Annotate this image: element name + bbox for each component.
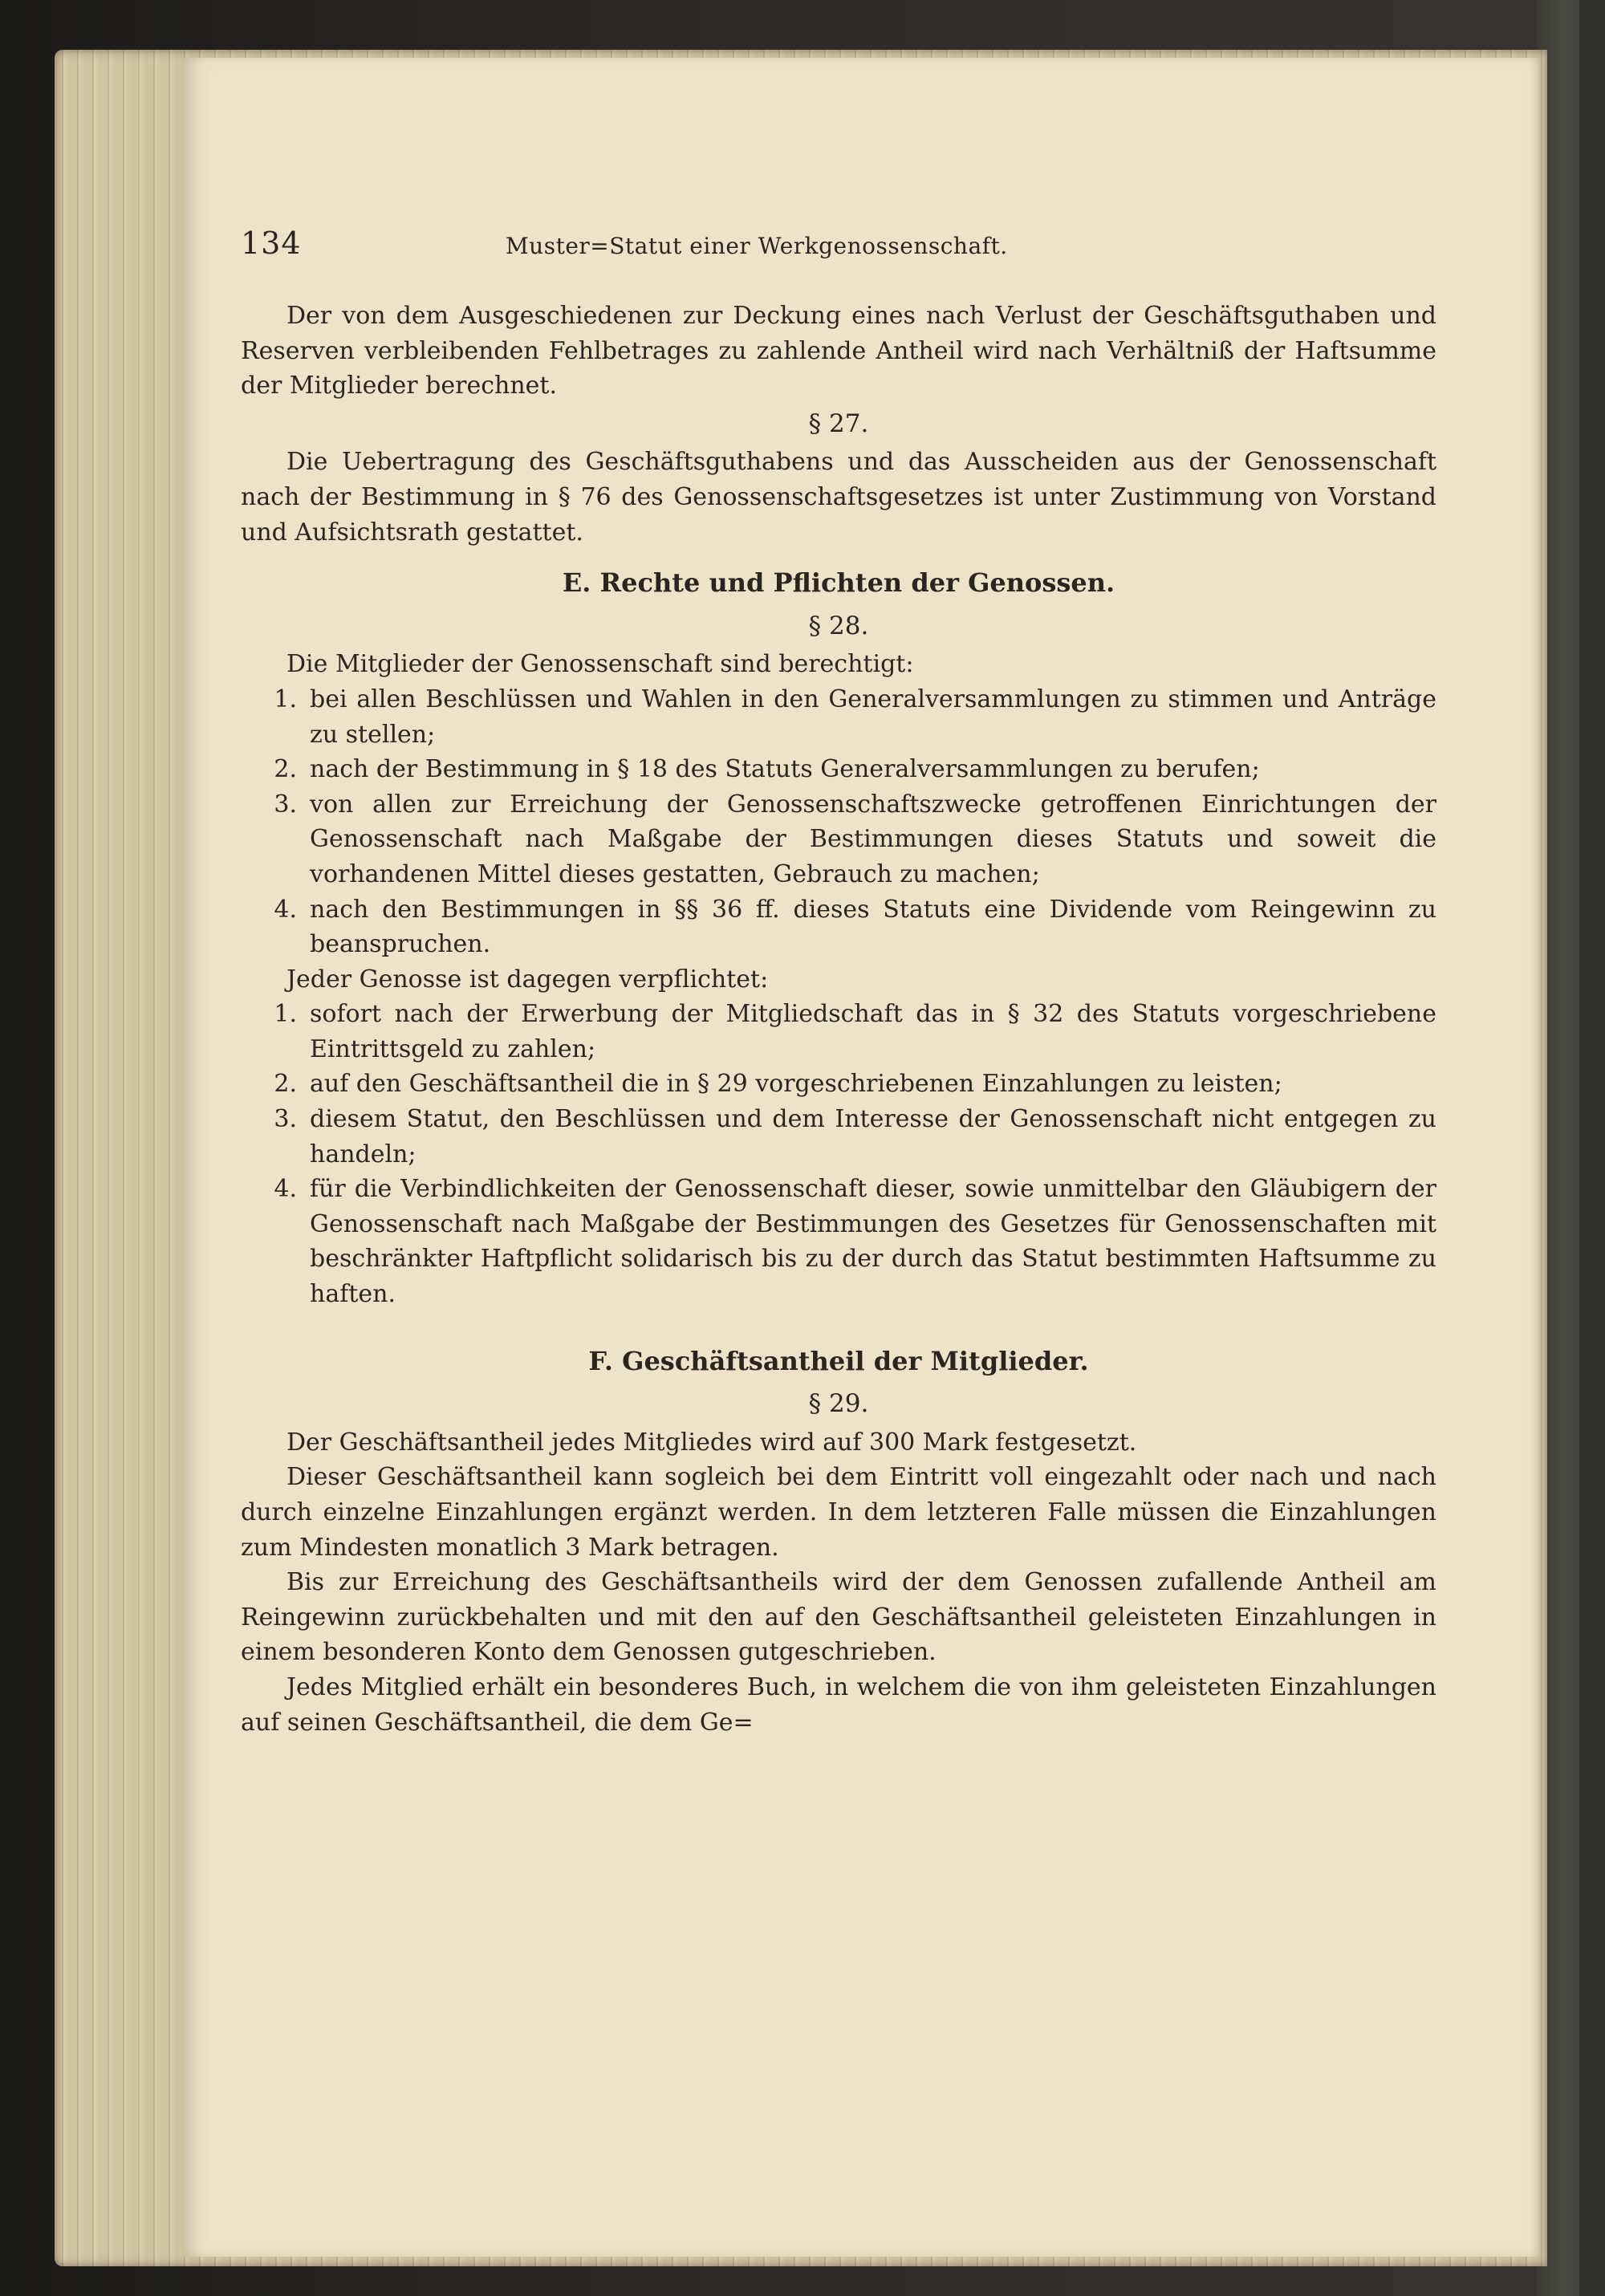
list-item <box>241 1102 1436 1172</box>
paragraph-27: Die Uebertragung des Geschäftsguthabens und das Ausscheiden aus der Genossenschaft nach der Bestimmung in § 76 des Genossenschaftsgesetzes ist unter Zustimmung von Vorstand und Aufsichtsrath gestattet. <box>241 448 1436 547</box>
book-cover-edge <box>1579 0 1605 2296</box>
page-text <box>241 177 1436 1740</box>
list-item-text: bei allen Beschlüssen und Wahlen in den Generalversammlungen zu stimmen und Anträge zu stellen; <box>310 685 1436 749</box>
rights-list <box>241 682 1436 962</box>
list-item-number: 4. <box>274 1175 297 1204</box>
paragraph-29-2: Dieser Geschäftsantheil kann sogleich bei dem Eintritt voll eingezahlt oder nach und nach durch einzelne Einzahlungen ergänzt werden. In dem letzteren Falle müssen die Einzahlungen zum Mindesten monatlich 3 Mark betragen. <box>241 1463 1436 1562</box>
list-item-text: von allen zur Erreichung der Genossenschaftszwecke getroffenen Einrichtungen der Genossenschaft nach Maßgabe der Bestimmungen dieses Statuts und soweit die vorhandenen Mittel dieses gestatten, Gebrauch zu machen; <box>310 790 1436 888</box>
list-item <box>241 997 1436 1067</box>
running-title: Muster=Statut einer Werkgenossenschaft. <box>506 233 1008 259</box>
list-item-number: 3. <box>274 790 297 819</box>
section-heading-e: E. Rechte und Pflichten der Genossen. <box>562 567 1115 599</box>
page-number: 134 <box>241 226 302 261</box>
list-item <box>241 752 1436 787</box>
duties-intro: Jeder Genosse ist dagegen verpflichtet: <box>286 965 769 994</box>
list-item-text: sofort nach der Erwerbung der Mitgliedschaft das in § 32 des Statuts vorgeschriebene Eintrittsgeld zu zahlen; <box>310 1000 1436 1063</box>
list-item <box>241 787 1436 892</box>
list-item-number: 1. <box>274 685 297 713</box>
list-item <box>241 1172 1436 1311</box>
list-item-number: 3. <box>274 1105 297 1134</box>
section-mark-27: § 27. <box>808 408 869 438</box>
paragraph-29-4: Jedes Mitglied erhält ein besonderes Buch, in welchem die von ihm geleisteten Einzahlungen auf seinen Geschäftsantheil, die dem Ge= <box>241 1672 1436 1737</box>
page-header <box>241 226 1436 299</box>
list-item <box>241 1067 1436 1102</box>
intro-paragraph: Der von dem Ausgeschiedenen zur Deckung eines nach Verlust der Geschäftsguthaben und Reserven verbleibenden Fehlbetrages zu zahlende Antheil wird nach Verhältniß der Haftsumme der Mitglieder berechnet. <box>241 302 1436 400</box>
list-item-text: nach der Bestimmung in § 18 des Statuts Generalversammlungen zu berufen; <box>310 755 1260 784</box>
list-item-text: diesem Statut, den Beschlüssen und dem Interesse der Genossenschaft nicht entgegen zu handeln; <box>310 1105 1436 1168</box>
rights-intro: Die Mitglieder der Genossenschaft sind berechtigt: <box>286 650 914 679</box>
list-item-number: 2. <box>274 1070 297 1099</box>
list-item-text: auf den Geschäftsantheil die in § 29 vorgeschriebenen Einzahlungen zu leisten; <box>310 1070 1282 1099</box>
list-item-number: 2. <box>274 755 297 784</box>
section-mark-29: § 29. <box>808 1389 869 1419</box>
section-mark-28: § 28. <box>808 611 869 640</box>
duties-list <box>241 997 1436 1311</box>
paragraph-29-1: Der Geschäftsantheil jedes Mitgliedes wird auf 300 Mark festgesetzt. <box>286 1428 1137 1457</box>
list-item-text: nach den Bestimmungen in §§ 36 ff. dieses Statuts eine Dividende vom Reingewinn zu beanspruchen. <box>310 895 1436 959</box>
section-heading-f: F. Geschäftsantheil der Mitglieder. <box>588 1345 1089 1376</box>
paragraph-29-3: Bis zur Erreichung des Geschäftsantheils wird der dem Genossen zufallende Antheil am Reingewinn zurückbehalten und mit den auf den Geschäftsantheil geleisteten Einzahlungen in einem besonderen Konto dem Genossen gutgeschrieben. <box>241 1568 1436 1667</box>
list-item-text: für die Verbindlichkeiten der Genossenschaft dieser, sowie unmittelbar den Gläubigern der Genossenschaft nach Maßgabe der Bestimmungen des Gesetzes für Genossenschaften mit beschränkter Haftpflicht solidarisch bis zu der durch das Statut bestimmten Haftsumme zu haften. <box>310 1175 1436 1309</box>
list-item <box>241 682 1436 752</box>
list-item <box>241 892 1436 962</box>
list-item-number: 4. <box>274 895 297 924</box>
list-item-number: 1. <box>274 1000 297 1029</box>
